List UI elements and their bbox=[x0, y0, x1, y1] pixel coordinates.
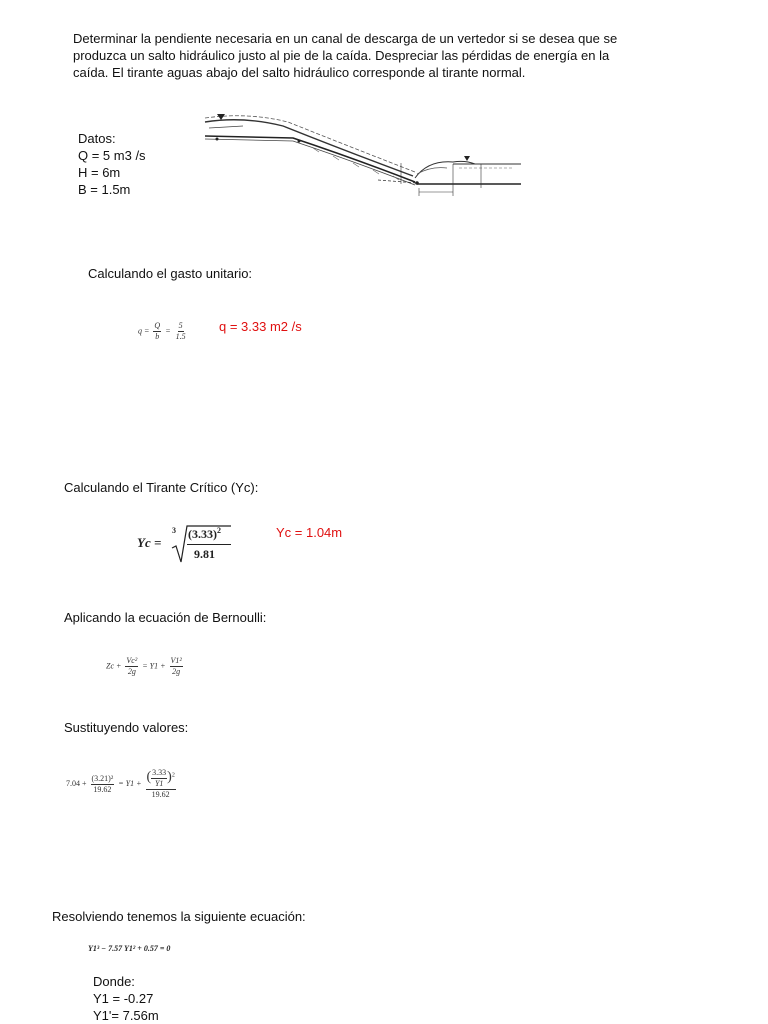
intro-line-1: Determinar la pendiente necesaria en un canal de descarga de un vertedor si se desea que se bbox=[73, 31, 618, 46]
critico-lhs: Yc = bbox=[137, 535, 162, 550]
gasto-num-2: 5 bbox=[178, 321, 183, 330]
sust-inner-num: 3.33 bbox=[152, 768, 167, 777]
intro-line-3: caída. El tirante aguas abajo del salto hidráulico corresponde al tirante normal. bbox=[73, 65, 526, 80]
bernoulli-n2: V1² bbox=[170, 656, 182, 665]
resolviendo-heading: Resolviendo tenemos la siguiente ecuación: bbox=[52, 909, 306, 924]
root-y1: Y1 = -0.27 bbox=[93, 991, 154, 1006]
sust-inner-den: Y1 bbox=[154, 779, 164, 788]
cubic-equation: Y1³ − 7.57 Y1² + 0.57 = 0 bbox=[88, 944, 171, 953]
bernoulli-equation bbox=[106, 656, 185, 677]
sust-t1: 7.04 + bbox=[66, 778, 87, 788]
critico-result: Yc = 1.04m bbox=[276, 525, 343, 540]
sustituyendo-heading: Sustituyendo valores: bbox=[64, 720, 189, 735]
bernoulli-t2: = Y1 + bbox=[142, 661, 166, 671]
sustituyendo-equation bbox=[66, 768, 178, 800]
critico-fraction-bar bbox=[187, 544, 231, 545]
sust-n2-wrap: ( $\frac{3.33}{Y1}$ )$^2$ bbox=[146, 768, 175, 788]
sust-frac-1 bbox=[91, 774, 115, 795]
gasto-eq-equals: = bbox=[165, 326, 171, 336]
intro-line-2: produzca un salto hidráulico justo al pie de la caída. Despreciar las pérdidas de energía en la bbox=[73, 48, 610, 63]
bernoulli-frac-2 bbox=[170, 656, 183, 677]
critico-root-index: 3 bbox=[172, 526, 176, 535]
gasto-den-1: b bbox=[155, 332, 160, 341]
datos-h: H = 6m bbox=[78, 165, 121, 180]
bernoulli-d2: 2g bbox=[172, 667, 181, 676]
critico-den: 9.81 bbox=[194, 547, 215, 561]
intro-paragraph bbox=[73, 30, 693, 81]
datos-title: Datos: bbox=[78, 131, 116, 146]
bernoulli-heading: Aplicando la ecuación de Bernoulli: bbox=[64, 610, 267, 625]
sust-exp: 2 bbox=[171, 772, 175, 779]
gasto-equation bbox=[138, 321, 189, 342]
sust-frac-2 bbox=[146, 768, 176, 800]
critico-num bbox=[188, 526, 221, 542]
donde-label: Donde: bbox=[93, 974, 135, 989]
datos-block bbox=[78, 130, 146, 198]
gasto-frac-2 bbox=[175, 321, 187, 342]
bernoulli-t1: Zc + bbox=[106, 661, 122, 671]
donde-block bbox=[93, 973, 159, 1024]
gasto-eq-lhs: q = bbox=[138, 326, 150, 336]
datos-b: B = 1.5m bbox=[78, 182, 131, 197]
gasto-num-1: Q bbox=[154, 321, 161, 330]
critico-num-exp: 2 bbox=[217, 526, 221, 535]
gasto-result: q = 3.33 m2 /s bbox=[219, 319, 302, 334]
bernoulli-d1: 2g bbox=[127, 667, 136, 676]
gasto-den-2: 1.5 bbox=[175, 332, 186, 341]
spillway-diagram bbox=[203, 108, 523, 198]
datos-q: Q = 5 m3 /s bbox=[78, 148, 146, 163]
sust-d1: 19.62 bbox=[93, 784, 112, 794]
critico-heading: Calculando el Tirante Crítico (Yc): bbox=[64, 480, 259, 495]
sust-n1: (3.21)² bbox=[91, 773, 114, 783]
sust-d2: 19.62 bbox=[151, 790, 170, 799]
bernoulli-n1: Vc² bbox=[126, 656, 138, 665]
gasto-frac-1 bbox=[153, 321, 161, 342]
critico-equation bbox=[137, 522, 277, 566]
sust-t2: = Y1 + bbox=[118, 778, 142, 788]
root-y1-prime: Y1'= 7.56m bbox=[93, 1008, 159, 1023]
bernoulli-frac-1 bbox=[125, 656, 138, 677]
gasto-heading: Calculando el gasto unitario: bbox=[88, 266, 253, 281]
critico-num-base: (3.33) bbox=[188, 527, 217, 541]
